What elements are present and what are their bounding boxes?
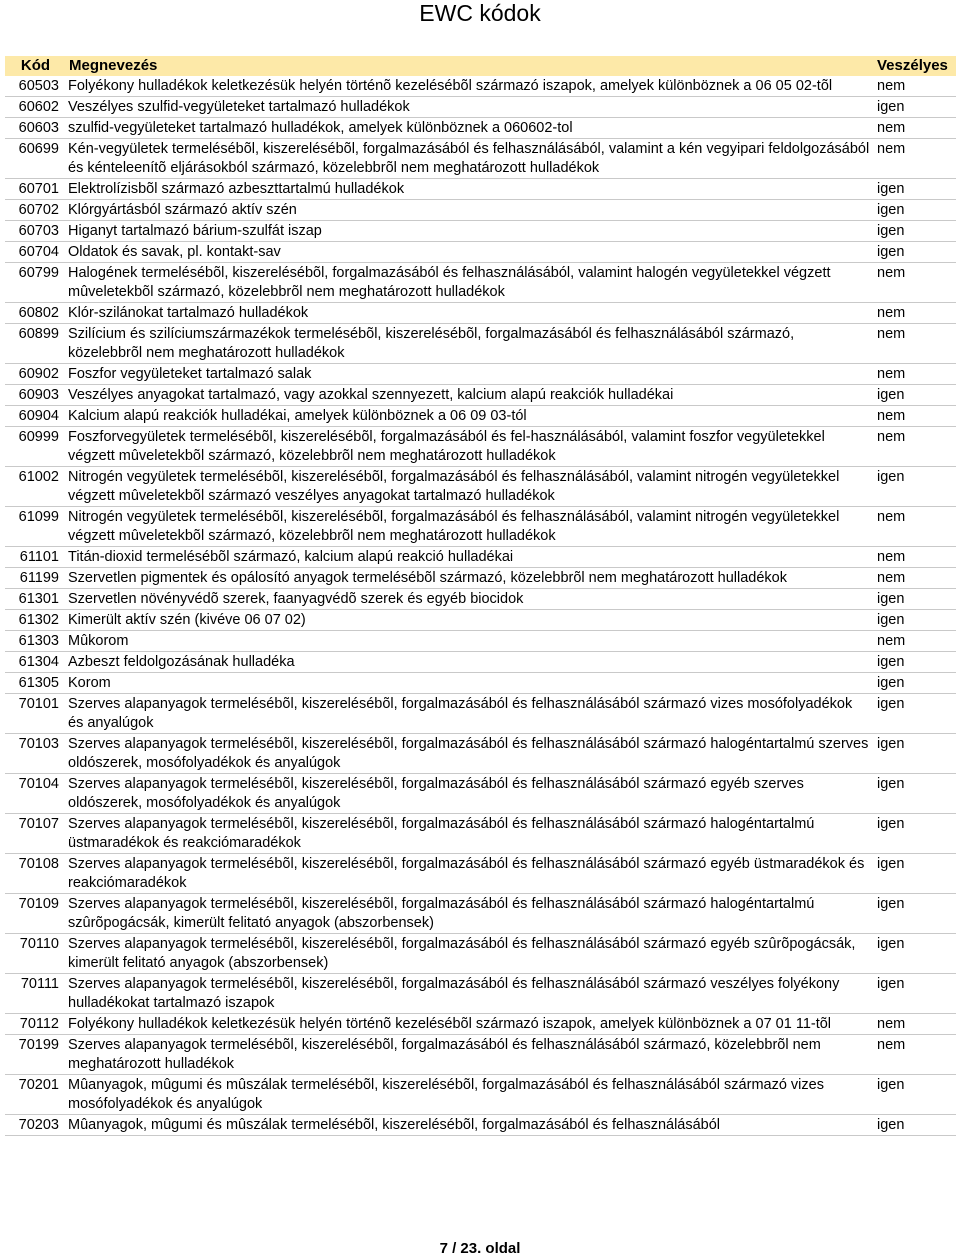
code-cell: 60903 bbox=[5, 385, 65, 406]
name-cell: Szerves alapanyagok termelésébõl, kiszerelésébõl, forgalmazásából és felhasználásából származó halogéntartalmú szerves oldószerek, mosófolyadékok és anyalúgok bbox=[65, 734, 873, 774]
code-cell: 70110 bbox=[5, 934, 65, 974]
code-cell: 70104 bbox=[5, 774, 65, 814]
code-cell: 70103 bbox=[5, 734, 65, 774]
name-cell: Oldatok és savak, pl. kontakt-sav bbox=[65, 242, 873, 263]
hazardous-cell: igen bbox=[873, 221, 956, 242]
table-row bbox=[5, 568, 956, 589]
name-cell: Szervetlen növényvédõ szerek, faanyagvédõ szerek és egyéb biocidok bbox=[65, 589, 873, 610]
code-cell: 60802 bbox=[5, 303, 65, 324]
name-cell: Szerves alapanyagok termelésébõl, kiszerelésébõl, forgalmazásából és felhasználásából származó halogéntartalmú üstmaradékok és reakciómaradékok bbox=[65, 814, 873, 854]
code-cell: 60999 bbox=[5, 427, 65, 467]
code-cell: 70203 bbox=[5, 1115, 65, 1136]
name-cell: szulfid-vegyületeket tartalmazó hulladékok, amelyek különböznek a 060602-tol bbox=[65, 118, 873, 139]
table-row bbox=[5, 547, 956, 568]
name-cell: Titán-dioxid termelésébõl származó, kalcium alapú reakció hulladékai bbox=[65, 547, 873, 568]
table-row bbox=[5, 324, 956, 364]
name-cell: Szervetlen pigmentek és opálosító anyagok termelésébõl származó, közelebbrõl nem meghatározott hulladékok bbox=[65, 568, 873, 589]
name-cell: Folyékony hulladékok keletkezésük helyén történõ kezelésébõl származó iszapok, amelyek különböznek a 07 01 11-tõl bbox=[65, 1014, 873, 1035]
code-cell: 60904 bbox=[5, 406, 65, 427]
table-row bbox=[5, 179, 956, 200]
table-row bbox=[5, 652, 956, 673]
name-cell: Mûanyagok, mûgumi és mûszálak termelésébõl, kiszerelésébõl, forgalmazásából és felhasználásából bbox=[65, 1115, 873, 1136]
hazardous-cell: igen bbox=[873, 179, 956, 200]
table-row bbox=[5, 303, 956, 324]
table-header-row bbox=[5, 56, 956, 76]
hazardous-cell: igen bbox=[873, 97, 956, 118]
table-row bbox=[5, 467, 956, 507]
code-cell: 70108 bbox=[5, 854, 65, 894]
table-row bbox=[5, 894, 956, 934]
code-cell: 60602 bbox=[5, 97, 65, 118]
hazardous-cell: igen bbox=[873, 385, 956, 406]
table-row bbox=[5, 610, 956, 631]
hazardous-cell: igen bbox=[873, 652, 956, 673]
name-cell: Klórgyártásból származó aktív szén bbox=[65, 200, 873, 221]
hazardous-cell: igen bbox=[873, 854, 956, 894]
name-cell: Azbeszt feldolgozásának hulladéka bbox=[65, 652, 873, 673]
name-cell: Mûkorom bbox=[65, 631, 873, 652]
table-row bbox=[5, 934, 956, 974]
name-cell: Szerves alapanyagok termelésébõl, kiszerelésébõl, forgalmazásából és felhasználásából származó, közelebbrõl nem meghatározott hulladékok bbox=[65, 1035, 873, 1075]
name-cell: Szilícium és szilíciumszármazékok termelésébõl, kiszerelésébõl, forgalmazásából és felhasználásából származó, közelebbrõl nem meghatározott hulladékok bbox=[65, 324, 873, 364]
code-cell: 70199 bbox=[5, 1035, 65, 1075]
table-row bbox=[5, 854, 956, 894]
table-row bbox=[5, 200, 956, 221]
code-cell: 60699 bbox=[5, 139, 65, 179]
code-cell: 61303 bbox=[5, 631, 65, 652]
code-cell: 60703 bbox=[5, 221, 65, 242]
code-cell: 60603 bbox=[5, 118, 65, 139]
code-cell: 70112 bbox=[5, 1014, 65, 1035]
table-row bbox=[5, 774, 956, 814]
hazardous-cell: nem bbox=[873, 507, 956, 547]
table-row bbox=[5, 1075, 956, 1115]
table-row bbox=[5, 589, 956, 610]
name-cell: Folyékony hulladékok keletkezésük helyén történõ kezelésébõl származó iszapok, amelyek különböznek a 06 05 02-tõl bbox=[65, 76, 873, 97]
hazardous-cell: nem bbox=[873, 547, 956, 568]
hazardous-cell: igen bbox=[873, 934, 956, 974]
column-header-name: Megnevezés bbox=[65, 56, 873, 76]
table-row bbox=[5, 118, 956, 139]
table-row bbox=[5, 814, 956, 854]
name-cell: Klór-szilánokat tartalmazó hulladékok bbox=[65, 303, 873, 324]
name-cell: Foszfor vegyületeket tartalmazó salak bbox=[65, 364, 873, 385]
hazardous-cell: igen bbox=[873, 200, 956, 221]
hazardous-cell: nem bbox=[873, 427, 956, 467]
name-cell: Korom bbox=[65, 673, 873, 694]
table-row bbox=[5, 694, 956, 734]
table-row bbox=[5, 1014, 956, 1035]
code-cell: 61304 bbox=[5, 652, 65, 673]
hazardous-cell: nem bbox=[873, 263, 956, 303]
hazardous-cell: igen bbox=[873, 974, 956, 1014]
table-row bbox=[5, 221, 956, 242]
code-cell: 60704 bbox=[5, 242, 65, 263]
hazardous-cell: igen bbox=[873, 734, 956, 774]
name-cell: Szerves alapanyagok termelésébõl, kiszerelésébõl, forgalmazásából és felhasználásából származó egyéb szûrõpogácsák, kimerült felitató anyagok (abszorbensek) bbox=[65, 934, 873, 974]
name-cell: Veszélyes szulfid-vegyületeket tartalmazó hulladékok bbox=[65, 97, 873, 118]
name-cell: Kén-vegyületek termelésébõl, kiszerelésébõl, forgalmazásából és felhasználásából, valamint a kén vegyipari feldolgozásából és kénteleenítõ eljárásokból származó, közelebbrõl nem meghatározott hulladékok bbox=[65, 139, 873, 179]
table-row bbox=[5, 406, 956, 427]
code-cell: 70111 bbox=[5, 974, 65, 1014]
column-header-hazardous: Veszélyes bbox=[873, 56, 956, 76]
hazardous-cell: igen bbox=[873, 1075, 956, 1115]
hazardous-cell: nem bbox=[873, 406, 956, 427]
table-row bbox=[5, 427, 956, 467]
hazardous-cell: igen bbox=[873, 774, 956, 814]
hazardous-cell: nem bbox=[873, 118, 956, 139]
hazardous-cell: igen bbox=[873, 242, 956, 263]
table-row bbox=[5, 974, 956, 1014]
code-cell: 60702 bbox=[5, 200, 65, 221]
code-cell: 61305 bbox=[5, 673, 65, 694]
table-row bbox=[5, 631, 956, 652]
name-cell: Szerves alapanyagok termelésébõl, kiszerelésébõl, forgalmazásából és felhasználásából származó egyéb szerves oldószerek, mosófolyadékok és anyalúgok bbox=[65, 774, 873, 814]
code-cell: 61199 bbox=[5, 568, 65, 589]
code-cell: 61101 bbox=[5, 547, 65, 568]
code-cell: 61302 bbox=[5, 610, 65, 631]
table-row bbox=[5, 1115, 956, 1136]
table-row bbox=[5, 507, 956, 547]
name-cell: Higanyt tartalmazó bárium-szulfát iszap bbox=[65, 221, 873, 242]
code-cell: 60799 bbox=[5, 263, 65, 303]
name-cell: Szerves alapanyagok termelésébõl, kiszerelésébõl, forgalmazásából és felhasználásából származó veszélyes folyékony hulladékokat tartalmazó iszapok bbox=[65, 974, 873, 1014]
hazardous-cell: nem bbox=[873, 364, 956, 385]
table-row bbox=[5, 242, 956, 263]
table-row bbox=[5, 673, 956, 694]
code-cell: 61099 bbox=[5, 507, 65, 547]
code-cell: 61301 bbox=[5, 589, 65, 610]
name-cell: Szerves alapanyagok termelésébõl, kiszerelésébõl, forgalmazásából és felhasználásából származó vizes mosófolyadékok és anyalúgok bbox=[65, 694, 873, 734]
hazardous-cell: nem bbox=[873, 1014, 956, 1035]
page-number: 7 / 23. oldal bbox=[439, 1240, 521, 1257]
code-cell: 70101 bbox=[5, 694, 65, 734]
hazardous-cell: igen bbox=[873, 694, 956, 734]
table-row bbox=[5, 263, 956, 303]
table-row bbox=[5, 734, 956, 774]
name-cell: Nitrogén vegyületek termelésébõl, kiszerelésébõl, forgalmazásából és felhasználásából, valamint nitrogén vegyületekkel végzett mûveletekbõl származó, közelebbrõl nem meghatározott hulladékok bbox=[65, 507, 873, 547]
table-row bbox=[5, 139, 956, 179]
hazardous-cell: nem bbox=[873, 76, 956, 97]
name-cell: Kalcium alapú reakciók hulladékai, amelyek különböznek a 06 09 03-tól bbox=[65, 406, 873, 427]
hazardous-cell: igen bbox=[873, 610, 956, 631]
hazardous-cell: igen bbox=[873, 589, 956, 610]
page-title: EWC kódok bbox=[419, 0, 541, 26]
hazardous-cell: nem bbox=[873, 324, 956, 364]
name-cell: Elektrolízisbõl származó azbeszttartalmú hulladékok bbox=[65, 179, 873, 200]
code-cell: 60899 bbox=[5, 324, 65, 364]
hazardous-cell: nem bbox=[873, 139, 956, 179]
hazardous-cell: igen bbox=[873, 814, 956, 854]
hazardous-cell: nem bbox=[873, 568, 956, 589]
code-cell: 70109 bbox=[5, 894, 65, 934]
code-cell: 60701 bbox=[5, 179, 65, 200]
hazardous-cell: igen bbox=[873, 673, 956, 694]
code-cell: 61002 bbox=[5, 467, 65, 507]
code-cell: 60503 bbox=[5, 76, 65, 97]
hazardous-cell: igen bbox=[873, 894, 956, 934]
hazardous-cell: nem bbox=[873, 303, 956, 324]
table-row bbox=[5, 97, 956, 118]
code-cell: 70107 bbox=[5, 814, 65, 854]
ewc-table bbox=[5, 56, 956, 1136]
name-cell: Szerves alapanyagok termelésébõl, kiszerelésébõl, forgalmazásából és felhasználásából származó halogéntartalmú szûrõpogácsák, kimerült felitató anyagok (abszorbensek) bbox=[65, 894, 873, 934]
table-row bbox=[5, 385, 956, 406]
table-row bbox=[5, 1035, 956, 1075]
column-header-code: Kód bbox=[5, 56, 65, 76]
code-cell: 70201 bbox=[5, 1075, 65, 1115]
table-row bbox=[5, 76, 956, 97]
name-cell: Foszforvegyületek termelésébõl, kiszerelésébõl, forgalmazásából és fel-használásából, valamint foszfor vegyületekkel végzett mûveletekbõl származó, közelebbrõl nem meghatározott hulladékok bbox=[65, 427, 873, 467]
hazardous-cell: igen bbox=[873, 467, 956, 507]
hazardous-cell: nem bbox=[873, 1035, 956, 1075]
hazardous-cell: nem bbox=[873, 631, 956, 652]
table-row bbox=[5, 364, 956, 385]
code-cell: 60902 bbox=[5, 364, 65, 385]
name-cell: Mûanyagok, mûgumi és mûszálak termelésébõl, kiszerelésébõl, forgalmazásából és felhasználásából származó vizes mosófolyadékok és anyalúgok bbox=[65, 1075, 873, 1115]
name-cell: Nitrogén vegyületek termelésébõl, kiszerelésébõl, forgalmazásából és felhasználásából, valamint nitrogén vegyületekkel végzett mûveletekbõl származó veszélyes anyagokat tartalmazó hulladékok bbox=[65, 467, 873, 507]
name-cell: Szerves alapanyagok termelésébõl, kiszerelésébõl, forgalmazásából és felhasználásából származó egyéb üstmaradékok és reakciómaradékok bbox=[65, 854, 873, 894]
name-cell: Kimerült aktív szén (kivéve 06 07 02) bbox=[65, 610, 873, 631]
name-cell: Veszélyes anyagokat tartalmazó, vagy azokkal szennyezett, kalcium alapú reakciók hulladékai bbox=[65, 385, 873, 406]
name-cell: Halogének termelésébõl, kiszerelésébõl, forgalmazásából és felhasználásából, valamint halogén vegyületekkel végzett mûveletekbõl származó, közelebbrõl nem meghatározott hulladékok bbox=[65, 263, 873, 303]
hazardous-cell: igen bbox=[873, 1115, 956, 1136]
